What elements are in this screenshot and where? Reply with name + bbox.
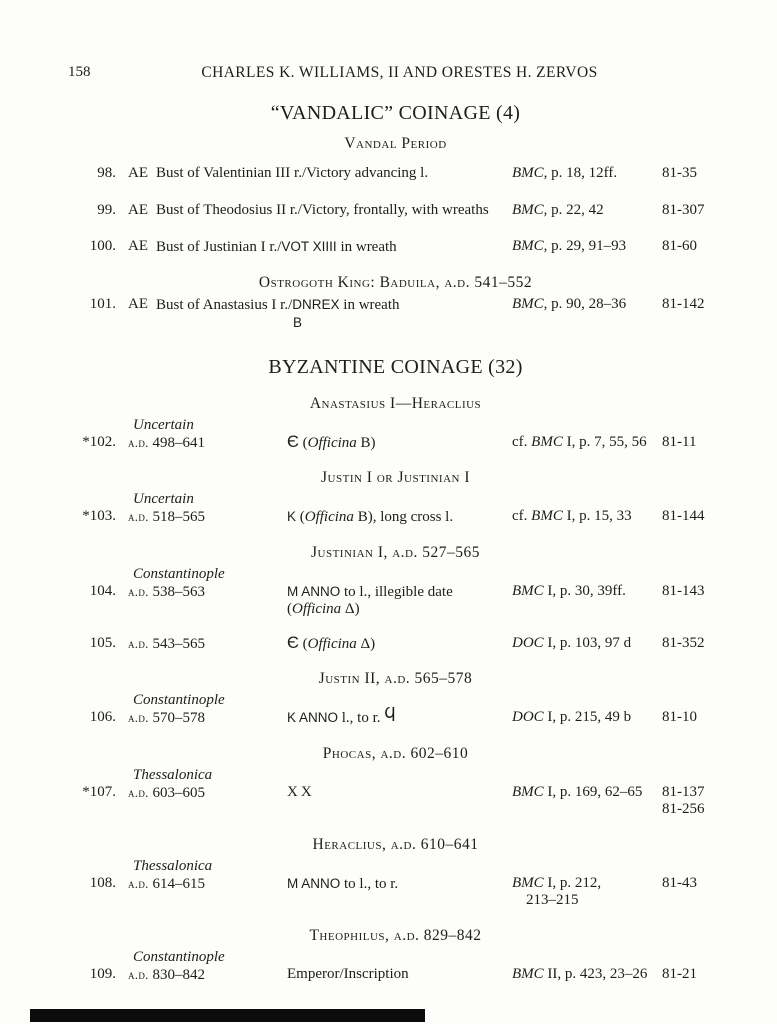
text-segment: ( (298, 635, 308, 652)
entry-description (287, 583, 512, 619)
text-segment: BMC (512, 238, 544, 254)
catalog-entry (68, 434, 777, 453)
text-segment: Bust of Theodosius II r./Victory, frontally, with wreaths (156, 201, 489, 218)
text-segment: Є (287, 633, 299, 652)
text-segment: Є (287, 432, 299, 451)
metal-abbrev: AE (128, 201, 148, 218)
text-segment: in wreath (339, 296, 400, 313)
entry-lot-number (662, 202, 777, 220)
entry-number: 109. (89, 965, 116, 982)
lot-line: 81-10 (662, 709, 697, 725)
catalog-entry (68, 635, 777, 654)
entry-number: 98. (97, 165, 116, 181)
entry-description (156, 202, 512, 220)
text-segment: l., to r. (338, 710, 385, 726)
entry-lot-number (662, 875, 777, 910)
entry-lot-number (662, 508, 777, 527)
group-heading: Justinian I, a.d. 527–565 (310, 543, 481, 561)
scan-artifact-bar (30, 1009, 425, 1022)
description-line (156, 202, 489, 218)
page-header (0, 0, 777, 82)
group-heading: Theophilus, a.d. 829–842 (309, 926, 482, 944)
text-segment: 213–215 (526, 892, 579, 908)
entry-lot-number (662, 165, 777, 183)
group-heading: Vandal Period (344, 135, 447, 152)
entry-number: 105. (89, 634, 116, 651)
reference-line (512, 296, 626, 312)
era-label: a.d. (128, 434, 149, 450)
running-head: CHARLES K. WILLIAMS, II AND ORESTES H. ZERVOS (201, 64, 598, 81)
metal-abbrev: AE (128, 295, 148, 312)
group-heading: Justin I or Justinian I (321, 469, 470, 486)
date-range: 570–578 (152, 710, 205, 726)
entry-date (116, 508, 287, 527)
entry-lot-number (662, 966, 777, 985)
reference-line (512, 434, 647, 450)
entry-number: 108. (89, 874, 116, 891)
catalog-entry (68, 784, 777, 819)
entry-reference (512, 709, 662, 728)
entry-reference (512, 238, 662, 257)
text-segment: I, p. 103, 97 d (543, 634, 632, 651)
text-segment: BMC (531, 433, 563, 450)
group-heading: Ostrogoth King: Baduila, a.d. 541–552 (258, 273, 533, 291)
text-segment: Officina (304, 509, 354, 525)
description-line-2 (293, 314, 512, 333)
entry-date (116, 966, 287, 985)
reference-line-2 (526, 892, 662, 910)
place-name: Thessalonica (133, 766, 213, 783)
reference-line (512, 635, 631, 651)
entry-description (156, 165, 512, 183)
entry-date (116, 784, 287, 819)
entry-reference (512, 784, 662, 819)
lot-line: 81-352 (662, 634, 705, 651)
text-segment: to l., illegible date (340, 583, 453, 600)
entry-number: 104. (89, 582, 116, 599)
description-line (287, 509, 453, 525)
text-segment: Officina (292, 601, 342, 617)
entry-date (116, 635, 287, 654)
catalog-entry (68, 165, 777, 183)
text-segment: Δ) (341, 601, 360, 617)
description-line (287, 876, 398, 892)
group-heading: Heraclius, a.d. 610–641 (312, 835, 479, 853)
catalog-entry (68, 296, 777, 333)
section-title: BYZANTINE COINAGE (32) (268, 355, 523, 378)
text-segment: XX (287, 783, 315, 800)
era-label: a.d. (128, 784, 149, 800)
reference-line (512, 238, 626, 254)
group-heading: Justin II, a.d. 565–578 (318, 670, 473, 687)
entry-lot-number (662, 238, 777, 257)
description-line (156, 297, 400, 313)
text-segment: II, p. 423, 23–26 (543, 965, 648, 982)
description-line (287, 432, 376, 451)
entry-description (287, 508, 512, 527)
date-range: 538–563 (152, 583, 205, 600)
entry-lot-number (662, 784, 777, 819)
text-segment: Officina (307, 434, 357, 451)
catalog-content (0, 102, 777, 984)
place-name: Uncertain (133, 416, 194, 433)
text-segment: I, p. 7, 55, 56 (562, 433, 647, 450)
text-segment: Ϥ (384, 704, 396, 722)
text-segment: K (287, 509, 297, 524)
text-segment: BMC (512, 201, 544, 218)
entry-lot-number (662, 709, 777, 728)
description-line (156, 165, 428, 181)
entry-lot-number (662, 635, 777, 654)
catalog-entry (68, 238, 777, 257)
text-segment: Δ) (356, 635, 376, 652)
metal-abbrev: AE (128, 165, 148, 181)
entry-reference (512, 296, 662, 333)
lot-line: 81-43 (662, 874, 697, 891)
text-segment: BMC (512, 874, 544, 891)
text-segment: BMC (512, 165, 544, 181)
entry-description (287, 875, 512, 910)
lot-line: 81-256 (662, 801, 705, 817)
entry-lot-number (662, 434, 777, 453)
entry-number: *107. (82, 783, 116, 800)
text-segment: to l., to r. (340, 875, 399, 892)
text-segment: M ANNO (287, 875, 341, 891)
reference-line (512, 583, 626, 599)
text-segment: BMC (512, 295, 544, 312)
text-segment: I, p. 15, 33 (562, 508, 632, 524)
text-segment: in wreath (336, 239, 397, 255)
text-segment: cf. (512, 433, 532, 450)
description-line-2 (287, 601, 512, 619)
entry-reference (512, 966, 662, 985)
description-line (287, 704, 396, 726)
text-segment: BMC (512, 965, 544, 982)
entry-lot-number (662, 296, 777, 333)
entry-description (287, 966, 512, 985)
place-name: Thessalonica (133, 857, 213, 874)
section-title: “VANDALIC” COINAGE (4) (270, 102, 521, 124)
text-segment: B) (356, 434, 376, 451)
lot-line: 81-11 (662, 433, 697, 450)
text-segment: Bust of Anastasius I r./ (156, 296, 293, 313)
text-segment: Officina (307, 635, 357, 652)
date-range: 830–842 (152, 966, 205, 983)
text-segment: B), long cross l. (353, 509, 454, 525)
date-range: 603–605 (152, 784, 205, 801)
catalog-entry (68, 966, 777, 985)
text-segment: M ANNO (287, 583, 341, 599)
place-name: Constantinople (133, 565, 225, 582)
era-label: a.d. (128, 583, 149, 599)
text-segment: , p. 22, 42 (543, 201, 604, 218)
entry-reference (512, 583, 662, 619)
lot-line: 81-142 (662, 295, 705, 312)
catalog-entry (68, 508, 777, 527)
description-line (287, 584, 453, 600)
lot-line: 81-307 (662, 201, 705, 218)
text-segment: K ANNO (287, 710, 339, 725)
text-segment: DOC (512, 709, 544, 725)
text-segment: , p. 29, 91–93 (543, 238, 627, 254)
entry-date (116, 709, 287, 728)
era-label: a.d. (128, 635, 149, 651)
text-segment: Bust of Justinian I r./ (156, 239, 282, 255)
entry-reference (512, 165, 662, 183)
group-heading: Anastasius I—Heraclius (309, 394, 482, 412)
text-segment: DOC (512, 634, 544, 651)
text-segment: cf. (512, 508, 532, 524)
text-segment: B (293, 315, 303, 330)
entry-number: 101. (89, 295, 116, 312)
text-segment: , p. 90, 28–36 (543, 295, 627, 312)
entry-description (156, 238, 512, 257)
entry-reference (512, 202, 662, 220)
entry-description (156, 296, 512, 333)
entry-metal (116, 165, 156, 183)
era-label: a.d. (128, 509, 149, 524)
text-segment: ( (287, 601, 292, 617)
entry-number: *103. (82, 508, 116, 524)
text-segment: ( (298, 434, 308, 451)
entry-number: 106. (89, 709, 116, 725)
text-segment: , p. 18, 12ff. (543, 165, 618, 181)
entry-reference (512, 635, 662, 654)
entry-reference (512, 508, 662, 527)
description-line (287, 966, 409, 982)
entry-lot-number (662, 583, 777, 619)
entry-number: 100. (89, 238, 116, 254)
entry-description (287, 434, 512, 453)
era-label: a.d. (128, 966, 149, 982)
date-range: 543–565 (152, 635, 205, 652)
lot-line: 81-60 (662, 238, 697, 254)
date-range: 518–565 (152, 509, 205, 525)
reference-line (512, 875, 601, 891)
entry-reference (512, 434, 662, 453)
text-segment: Bust of Valentinian III r./Victory advancing l. (156, 165, 429, 181)
reference-line (512, 966, 647, 982)
entry-reference (512, 875, 662, 910)
description-line (287, 784, 315, 800)
place-name: Constantinople (133, 692, 225, 708)
text-segment: BMC (531, 508, 563, 524)
entry-number: *102. (82, 433, 116, 450)
text-segment: ( (296, 509, 305, 525)
catalog-entry (68, 583, 777, 619)
entry-metal (116, 296, 156, 333)
text-segment: VOT XIIII (281, 239, 337, 254)
metal-abbrev: AE (128, 238, 148, 254)
era-label: a.d. (128, 710, 149, 725)
text-segment: I, p. 30, 39ff. (543, 582, 626, 599)
lot-line: 81-144 (662, 508, 705, 524)
lot-line: 81-21 (662, 965, 697, 982)
text-segment: BMC (512, 582, 544, 599)
era-label: a.d. (128, 875, 149, 891)
lot-line: 81-35 (662, 165, 697, 181)
date-range: 498–641 (152, 434, 205, 451)
text-segment: I, p. 212, (543, 874, 602, 891)
group-heading: Phocas, a.d. 602–610 (322, 744, 469, 762)
place-name: Constantinople (133, 948, 225, 965)
reference-line (512, 784, 642, 800)
reference-line (512, 202, 604, 218)
entry-metal (116, 202, 156, 220)
text-segment: I, p. 215, 49 b (543, 709, 632, 725)
text-segment: BMC (512, 783, 544, 800)
place-name: Uncertain (133, 491, 194, 507)
description-line (287, 633, 376, 652)
reference-line (512, 508, 632, 524)
text-segment: I, p. 169, 62–65 (543, 783, 643, 800)
lot-line: 81-137 (662, 783, 705, 800)
text-segment: Emperor/Inscription (287, 965, 409, 982)
text-segment: DNREX (292, 296, 340, 312)
catalog-entry (68, 875, 777, 910)
reference-line (512, 165, 617, 181)
entry-metal (116, 238, 156, 257)
catalog-entry (68, 704, 777, 728)
entry-date (116, 434, 287, 453)
entry-description (287, 635, 512, 654)
reference-line (512, 709, 631, 725)
description-line (156, 239, 397, 255)
date-range: 614–615 (152, 875, 205, 892)
catalog-entry (68, 202, 777, 220)
entry-description (287, 704, 512, 728)
entry-date (116, 875, 287, 910)
entry-date (116, 583, 287, 619)
entry-number: 99. (97, 201, 116, 218)
page-number: 158 (68, 64, 91, 80)
lot-line: 81-143 (662, 582, 705, 599)
entry-description (287, 784, 512, 819)
